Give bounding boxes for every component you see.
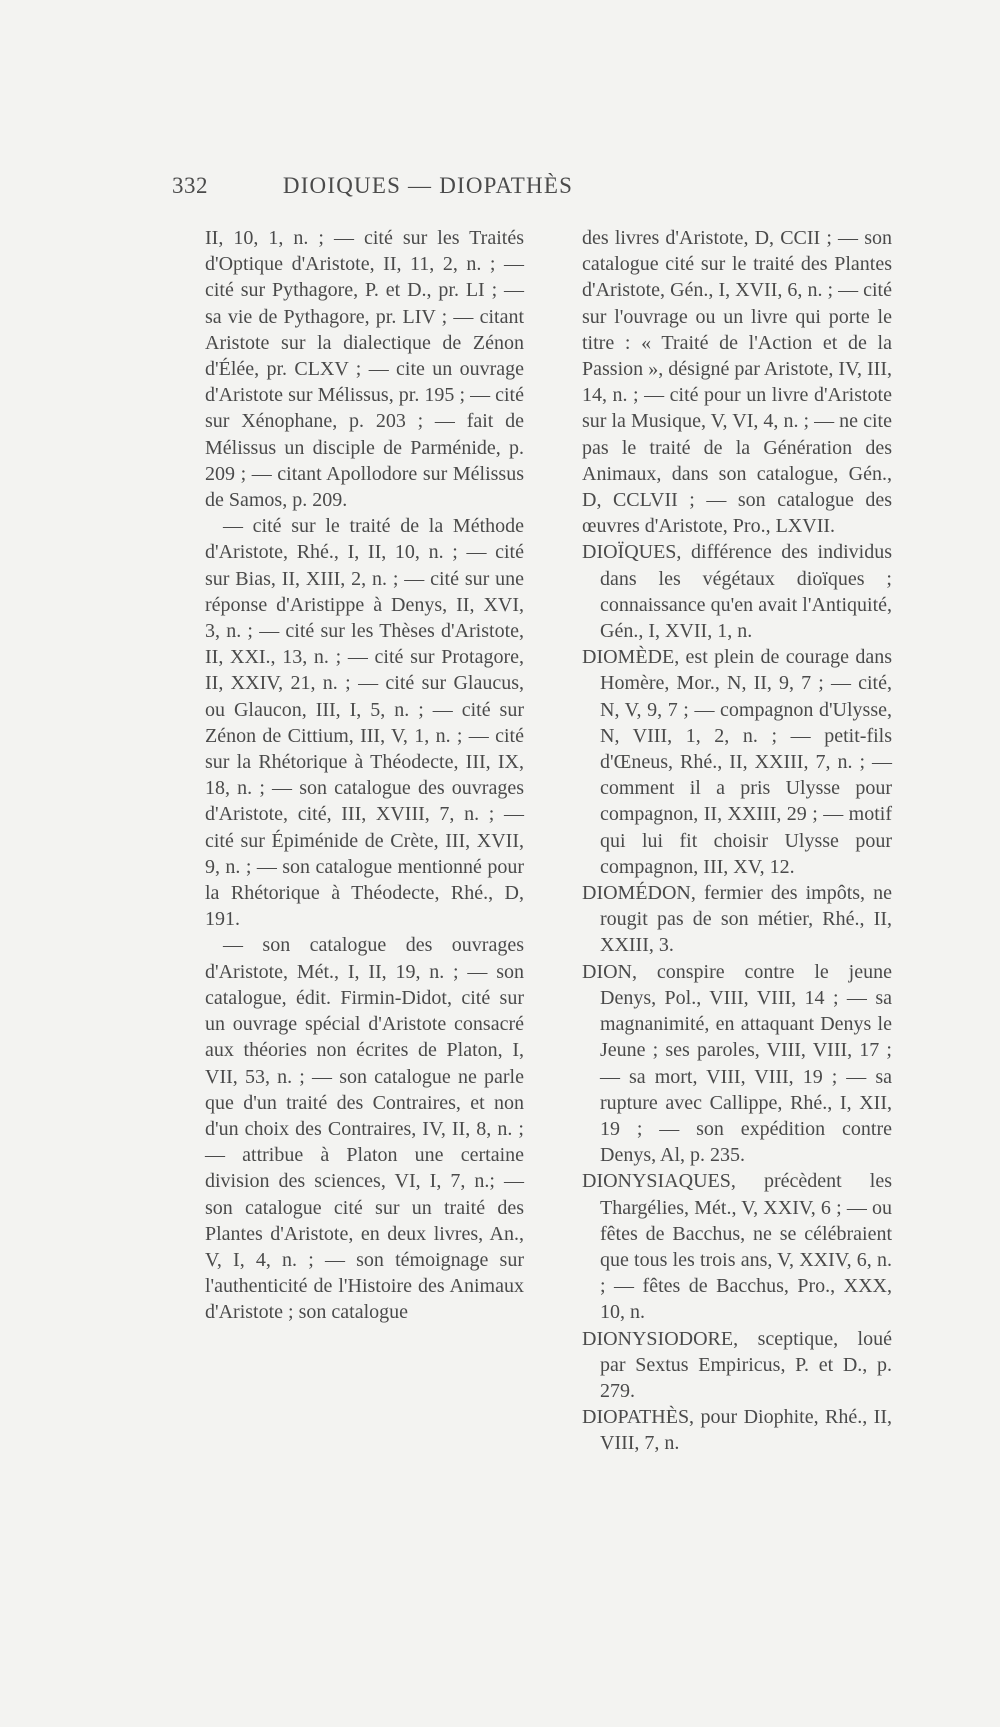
paragraph: II, 10, 1, n. ; — cité sur les Traités d'Optique d'Aristote, II, 11, 2, n. ; — cité sur Pythagore, P. et D., pr. LI ; — sa vie de Pythagore, pr. LIV ; — citant Aristote sur la dialectique de Zénon d'Élée, pr. CLXV ; — cite un ouvrage d'Aristote sur Mélissus, pr. 195 ; — cité sur Xénophane, p. 203 ; — fait de Mélissus un disciple de Parménide, p. 209 ; — citant Apollodore sur Mélissus de Samos, p. 209. xyxy=(205,227,524,512)
paragraph: des livres d'Aristote, D, CCII ; — son catalogue cité sur le traité des Plantes d'Aristote, Gén., I, XVII, 6, n. ; — cité sur l'ouvrage ou un livre qui porte le titre : « Traité de l'Action et de la Passion », désigné par Aristote, IV, III, 14, n. ; — cité pour un livre d'Aristote sur la Musique, V, VI, 4, n. ; — ne cite pas le traité de la Génération des Animaux, dans son catalogue, Gén., D, CCLVII ; — son catalogue des œuvres d'Aristote, Pro., LXVII. xyxy=(582,227,892,538)
index-entry: DIONYSIODORE, sceptique, loué par Sextus Empiricus, P. et D., p. 279. xyxy=(582,1327,892,1402)
paragraph: — son catalogue des ouvrages d'Aristote, Mét., I, II, 19, n. ; — son catalogue, édit. Firmin-Didot, cité sur un ouvrage spécial d'Aristote consacré aux théories non écrites de Platon, I, VII, 53, n. ; — son catalogue ne parle que d'un traité des Contraires, et non d'un choix des Contraires, IV, II, 8, n. ; — attribue à Platon une certaine division des sciences, VI, I, 7, n.; — son catalogue cité sur un traité des Plantes d'Aristote, en deux livres, An., V, I, 4, n. ; — son témoignage sur l'authenticité de l'Histoire des Animaux d'Aristote ; son catalogue xyxy=(205,934,524,1324)
index-entry: DIOMÈDE, est plein de courage dans Homère, Mor., N, II, 9, 7 ; — cité, N, V, 9, 7 ; — compagnon d'Ulysse, N, VIII, 1, 2, n. ; — petit-fils d'Œneus, Rhé., II, XXIII, 7, n. ; — comment il a pris Ulysse pour compagnon, II, XXIII, 29 ; — motif qui lui fit choisir Ulysse pour compagnon, III, XV, 12. xyxy=(582,646,892,878)
right-column xyxy=(582,225,892,1457)
index-entry: DIOPATHÈS, pour Diophite, Rhé., II, VIII, 7, n. xyxy=(582,1406,892,1455)
index-entry: DIOÏQUES, différence des individus dans les végétaux dioïques ; connaissance qu'en avait l'Antiquité, Gén., I, XVII, 1, n. xyxy=(582,541,892,643)
left-column xyxy=(205,225,524,1326)
running-head: DIOIQUES — DIOPATHÈS xyxy=(282,173,574,198)
index-entry: DIONYSIAQUES, précèdent les Thargélies, Mét., V, XXIV, 6 ; — ou fêtes de Bacchus, ne se célébraient que tous les trois ans, V, XXIV, 6, n. ; — fêtes de Bacchus, Pro., XXX, 10, n. xyxy=(582,1170,892,1324)
paragraph: — cité sur le traité de la Méthode d'Aristote, Rhé., I, II, 10, n. ; — cité sur Bias, II, XIII, 2, n. ; — cité sur une réponse d'Aristippe à Denys, II, XVI, 3, n. ; — cité sur les Thèses d'Aristote, II, XXI., 13, n. ; — cité sur Protagore, II, XXIV, 21, n. ; — cité sur Glaucus, ou Glaucon, III, I, 5, n. ; — cité sur Zénon de Cittium, III, V, 1, n. ; — cité sur la Rhétorique à Théodecte, III, IX, 18, n. ; — son catalogue des ouvrages d'Aristote, cité, III, XVIII, 7, n. ; — cité sur Épiménide de Crète, III, XVII, 9, n. ; — son catalogue mentionné pour la Rhétorique à Théodecte, Rhé., D, 191. xyxy=(205,515,524,931)
page-header xyxy=(172,173,684,207)
index-entry: DION, conspire contre le jeune Denys, Pol., VIII, VIII, 14 ; — sa magnanimité, en attaquant Denys le Jeune ; ses paroles, VIII, VIII, 17 ; — sa mort, VIII, VIII, 19 ; — sa rupture avec Callippe, Rhé., I, XII, 19 ; — son expédition contre Denys, Al, p. 235. xyxy=(582,960,892,1167)
index-entry: DIOMÉDON, fermier des impôts, ne rougit pas de son métier, Rhé., II, XXIII, 3. xyxy=(582,882,892,957)
page-number: 332 xyxy=(172,173,208,198)
